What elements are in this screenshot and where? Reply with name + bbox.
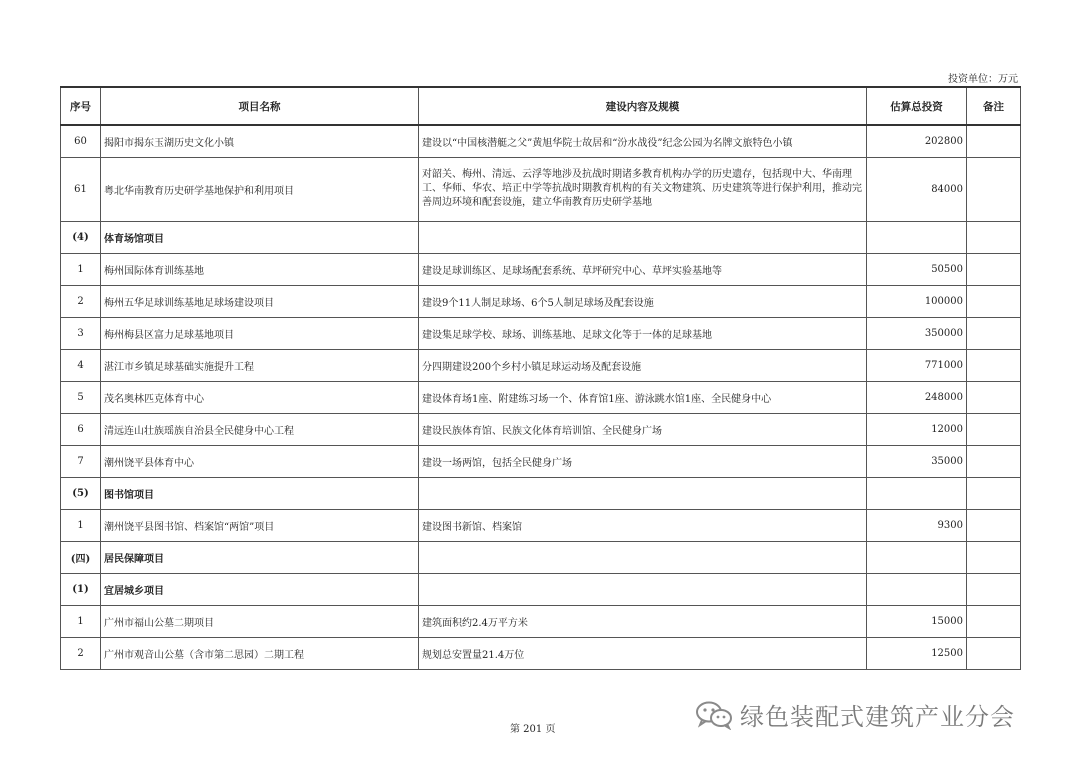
- cell-investment: [867, 477, 967, 509]
- cell-no: (四): [61, 541, 101, 573]
- cell-name: 潮州饶平县图书馆、档案馆“两馆”项目: [101, 509, 419, 541]
- cell-no: 4: [61, 349, 101, 381]
- cell-investment: 248000: [867, 381, 967, 413]
- cell-content: 建设足球训练区、足球场配套系统、草坪研究中心、草坪实验基地等: [419, 253, 867, 285]
- cell-no: (1): [61, 573, 101, 605]
- cell-no: (5): [61, 477, 101, 509]
- table-row: [61, 253, 1021, 285]
- cell-investment: 12500: [867, 637, 967, 669]
- table-row: [61, 157, 1021, 221]
- cell-content: 建设9个11人制足球场、6个5人制足球场及配套设施: [419, 285, 867, 317]
- cell-no: 60: [61, 125, 101, 157]
- cell-name: 居民保障项目: [101, 541, 419, 573]
- section-row: [61, 541, 1021, 573]
- cell-name: 梅州五华足球训练基地足球场建设项目: [101, 285, 419, 317]
- cell-content: 规划总安置量21.4万位: [419, 637, 867, 669]
- cell-content: 建设以“中国核潜艇之父”黄旭华院士故居和“汾水战役”纪念公园为名牌文旅特色小镇: [419, 125, 867, 157]
- cell-investment: 35000: [867, 445, 967, 477]
- watermark: [694, 697, 1015, 732]
- cell-investment: [867, 221, 967, 253]
- watermark-text: 绿色装配式建筑产业分会: [740, 703, 1015, 731]
- cell-investment: 12000: [867, 413, 967, 445]
- cell-investment: 350000: [867, 317, 967, 349]
- cell-remark: [967, 573, 1021, 605]
- cell-remark: [967, 125, 1021, 157]
- cell-investment: 202800: [867, 125, 967, 157]
- cell-remark: [967, 509, 1021, 541]
- cell-no: 1: [61, 509, 101, 541]
- table-header-row: [61, 87, 1021, 125]
- cell-remark: [967, 349, 1021, 381]
- cell-name: 图书馆项目: [101, 477, 419, 509]
- cell-remark: [967, 541, 1021, 573]
- header-content: 建设内容及规模: [419, 87, 867, 125]
- cell-no: 61: [61, 157, 101, 221]
- cell-content: 分四期建设200个乡村小镇足球运动场及配套设施: [419, 349, 867, 381]
- cell-content: 建设体育场1座、附建练习场一个、体育馆1座、游泳跳水馆1座、全民健身中心: [419, 381, 867, 413]
- cell-name: 广州市福山公墓二期项目: [101, 605, 419, 637]
- cell-no: 2: [61, 637, 101, 669]
- table-row: [61, 413, 1021, 445]
- cell-content: 建设民族体育馆、民族文化体育培训馆、全民健身广场: [419, 413, 867, 445]
- table-row: [61, 285, 1021, 317]
- cell-investment: [867, 573, 967, 605]
- section-row: [61, 573, 1021, 605]
- section-row: [61, 221, 1021, 253]
- cell-remark: [967, 477, 1021, 509]
- cell-name: 广州市观音山公墓（含市第二思园）二期工程: [101, 637, 419, 669]
- cell-no: 2: [61, 285, 101, 317]
- table-row: [61, 125, 1021, 157]
- cell-no: 6: [61, 413, 101, 445]
- table-row: [61, 509, 1021, 541]
- cell-remark: [967, 253, 1021, 285]
- cell-no: (4): [61, 221, 101, 253]
- cell-investment: [867, 541, 967, 573]
- header-no: 序号: [61, 87, 101, 125]
- table-row: [61, 317, 1021, 349]
- cell-remark: [967, 221, 1021, 253]
- cell-remark: [967, 285, 1021, 317]
- table-row: [61, 637, 1021, 669]
- header-name: 项目名称: [101, 87, 419, 125]
- cell-content: [419, 541, 867, 573]
- cell-name: 潮州饶平县体育中心: [101, 445, 419, 477]
- cell-no: 3: [61, 317, 101, 349]
- cell-name: 梅州国际体育训练基地: [101, 253, 419, 285]
- header-remark: 备注: [967, 87, 1021, 125]
- wechat-icon: [694, 700, 734, 730]
- cell-remark: [967, 381, 1021, 413]
- project-table: [60, 86, 1021, 670]
- cell-name: 茂名奥林匹克体育中心: [101, 381, 419, 413]
- cell-no: 7: [61, 445, 101, 477]
- cell-name: 宜居城乡项目: [101, 573, 419, 605]
- cell-name: 体育场馆项目: [101, 221, 419, 253]
- cell-remark: [967, 605, 1021, 637]
- cell-investment: 771000: [867, 349, 967, 381]
- cell-no: 1: [61, 253, 101, 285]
- cell-investment: 9300: [867, 509, 967, 541]
- table-row: [61, 605, 1021, 637]
- cell-name: 粤北华南教育历史研学基地保护和利用项目: [101, 157, 419, 221]
- cell-name: 梅州梅县区富力足球基地项目: [101, 317, 419, 349]
- cell-content: [419, 221, 867, 253]
- cell-investment: 50500: [867, 253, 967, 285]
- cell-name: 揭阳市揭东玉湖历史文化小镇: [101, 125, 419, 157]
- table-body: [61, 125, 1021, 669]
- cell-remark: [967, 445, 1021, 477]
- header-investment: 估算总投资: [867, 87, 967, 125]
- cell-name: 清远连山壮族瑶族自治县全民健身中心工程: [101, 413, 419, 445]
- cell-no: 1: [61, 605, 101, 637]
- cell-no: 5: [61, 381, 101, 413]
- cell-content: 对韶关、梅州、清远、云浮等地涉及抗战时期诸多教育机构办学的历史遗存，包括现中大、华南理工、华师、华农、培正中学等抗战时期教育机构的有关文物建筑、历史建筑等进行保护利用，推动完善周边环境和配套设施，建立华南教育历史研学基地: [419, 157, 867, 221]
- section-row: [61, 477, 1021, 509]
- table-row: [61, 349, 1021, 381]
- cell-remark: [967, 637, 1021, 669]
- page-number: 第 201 页: [510, 724, 556, 735]
- cell-name: 湛江市乡镇足球基础实施提升工程: [101, 349, 419, 381]
- cell-remark: [967, 157, 1021, 221]
- cell-content: 建设图书新馆、档案馆: [419, 509, 867, 541]
- table-row: [61, 445, 1021, 477]
- cell-investment: 15000: [867, 605, 967, 637]
- cell-remark: [967, 317, 1021, 349]
- cell-content: 建设集足球学校、球场、训练基地、足球文化等于一体的足球基地: [419, 317, 867, 349]
- cell-content: 建筑面积约2.4万平方米: [419, 605, 867, 637]
- investment-unit-label: 投资单位：万元: [948, 74, 1018, 85]
- cell-content: [419, 573, 867, 605]
- cell-remark: [967, 413, 1021, 445]
- cell-investment: 100000: [867, 285, 967, 317]
- table-row: [61, 381, 1021, 413]
- cell-content: 建设一场两馆，包括全民健身广场: [419, 445, 867, 477]
- cell-content: [419, 477, 867, 509]
- cell-investment: 84000: [867, 157, 967, 221]
